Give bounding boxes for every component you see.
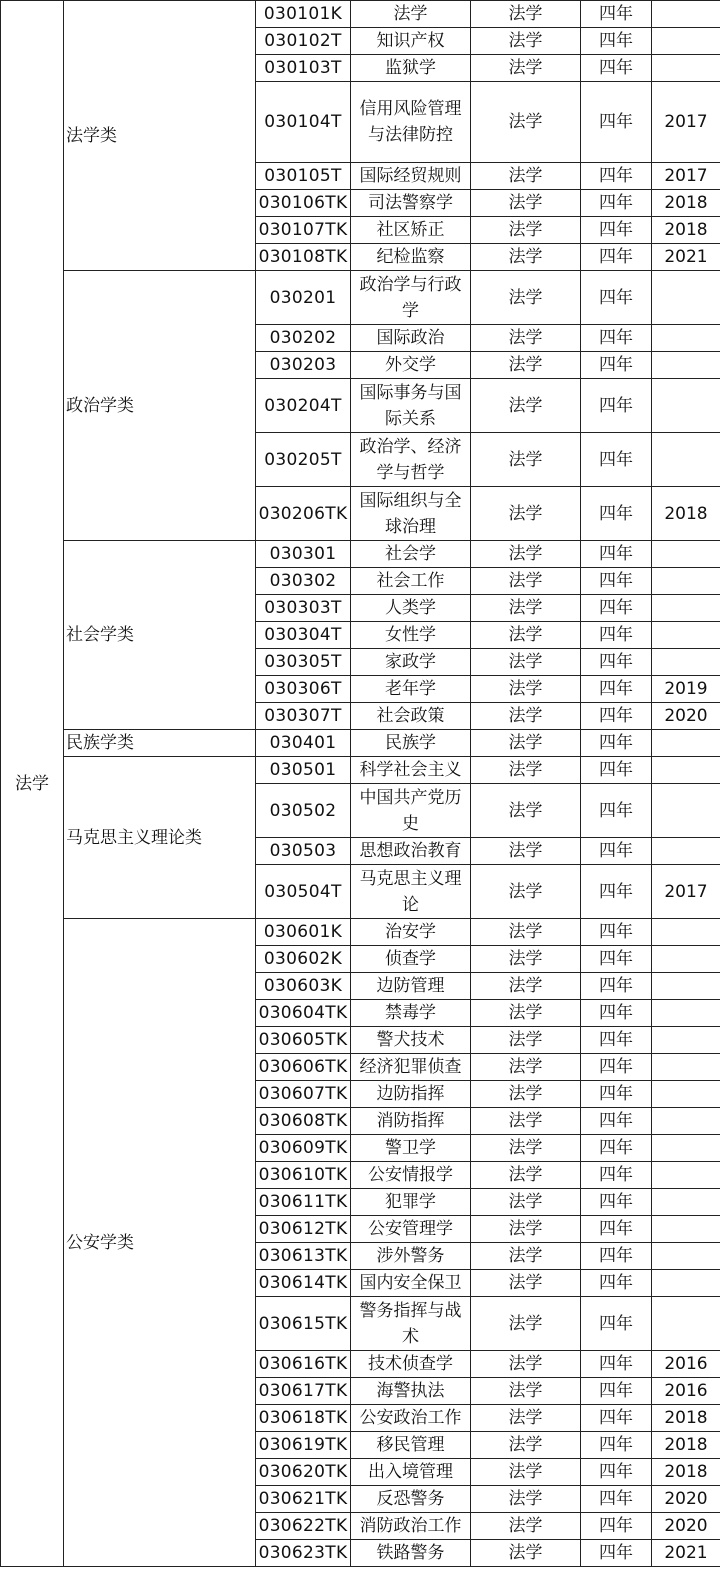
major-code-cell: 030106TK bbox=[256, 190, 351, 217]
duration-cell: 四年 bbox=[581, 1054, 652, 1081]
year-added-cell bbox=[652, 1, 720, 28]
duration-cell: 四年 bbox=[581, 55, 652, 82]
duration-cell: 四年 bbox=[581, 838, 652, 865]
major-name-cell: 国际组织与全球治理 bbox=[351, 487, 471, 541]
year-added-cell bbox=[652, 271, 720, 325]
duration-cell: 四年 bbox=[581, 649, 652, 676]
year-added-cell bbox=[652, 1162, 720, 1189]
duration-cell: 四年 bbox=[581, 1297, 652, 1351]
major-name-cell: 外交学 bbox=[351, 352, 471, 379]
major-name-cell: 司法警察学 bbox=[351, 190, 471, 217]
major-name-cell: 经济犯罪侦查 bbox=[351, 1054, 471, 1081]
year-added-cell bbox=[652, 1081, 720, 1108]
year-added-cell bbox=[652, 946, 720, 973]
major-code-cell: 030201 bbox=[256, 271, 351, 325]
duration-cell: 四年 bbox=[581, 1270, 652, 1297]
year-added-cell bbox=[652, 433, 720, 487]
table-row bbox=[1, 541, 720, 568]
major-name-cell: 女性学 bbox=[351, 622, 471, 649]
major-code-cell: 030614TK bbox=[256, 1270, 351, 1297]
degree-cell: 法学 bbox=[471, 1216, 581, 1243]
major-name-cell: 社会学 bbox=[351, 541, 471, 568]
major-name-cell: 铁路警务 bbox=[351, 1540, 471, 1567]
year-added-cell: 2018 bbox=[652, 217, 720, 244]
majors-table-body bbox=[1, 1, 720, 1567]
year-added-cell: 2020 bbox=[652, 1513, 720, 1540]
major-code-cell: 030305T bbox=[256, 649, 351, 676]
major-name-cell: 法学 bbox=[351, 1, 471, 28]
table-row bbox=[1, 757, 720, 784]
duration-cell: 四年 bbox=[581, 1081, 652, 1108]
major-code-cell: 030105T bbox=[256, 163, 351, 190]
major-code-cell: 030202 bbox=[256, 325, 351, 352]
year-added-cell: 2016 bbox=[652, 1378, 720, 1405]
major-code-cell: 030609TK bbox=[256, 1135, 351, 1162]
major-code-cell: 030615TK bbox=[256, 1297, 351, 1351]
major-name-cell: 社区矫正 bbox=[351, 217, 471, 244]
major-name-cell: 社会工作 bbox=[351, 568, 471, 595]
year-added-cell bbox=[652, 649, 720, 676]
degree-cell: 法学 bbox=[471, 1513, 581, 1540]
degree-cell: 法学 bbox=[471, 595, 581, 622]
degree-cell: 法学 bbox=[471, 730, 581, 757]
degree-cell: 法学 bbox=[471, 352, 581, 379]
degree-cell: 法学 bbox=[471, 244, 581, 271]
year-added-cell bbox=[652, 568, 720, 595]
major-name-cell: 移民管理 bbox=[351, 1432, 471, 1459]
degree-cell: 法学 bbox=[471, 568, 581, 595]
major-name-cell: 中国共产党历史 bbox=[351, 784, 471, 838]
duration-cell: 四年 bbox=[581, 352, 652, 379]
major-code-cell: 030205T bbox=[256, 433, 351, 487]
major-code-cell: 030601K bbox=[256, 919, 351, 946]
major-code-cell: 030204T bbox=[256, 379, 351, 433]
major-name-cell: 警犬技术 bbox=[351, 1027, 471, 1054]
degree-cell: 法学 bbox=[471, 784, 581, 838]
major-name-cell: 犯罪学 bbox=[351, 1189, 471, 1216]
degree-cell: 法学 bbox=[471, 1081, 581, 1108]
year-added-cell bbox=[652, 595, 720, 622]
duration-cell: 四年 bbox=[581, 433, 652, 487]
major-code-cell: 030504T bbox=[256, 865, 351, 919]
degree-cell: 法学 bbox=[471, 1378, 581, 1405]
year-added-cell: 2017 bbox=[652, 82, 720, 163]
duration-cell: 四年 bbox=[581, 1027, 652, 1054]
degree-cell: 法学 bbox=[471, 163, 581, 190]
degree-cell: 法学 bbox=[471, 1000, 581, 1027]
degree-cell: 法学 bbox=[471, 757, 581, 784]
degree-cell: 法学 bbox=[471, 676, 581, 703]
major-code-cell: 030620TK bbox=[256, 1459, 351, 1486]
year-added-cell: 2017 bbox=[652, 865, 720, 919]
year-added-cell: 2016 bbox=[652, 1351, 720, 1378]
duration-cell: 四年 bbox=[581, 676, 652, 703]
degree-cell: 法学 bbox=[471, 703, 581, 730]
major-code-cell: 030104T bbox=[256, 82, 351, 163]
duration-cell: 四年 bbox=[581, 217, 652, 244]
year-added-cell bbox=[652, 838, 720, 865]
duration-cell: 四年 bbox=[581, 1351, 652, 1378]
class-cell: 民族学类 bbox=[64, 730, 256, 757]
table-row bbox=[1, 919, 720, 946]
major-name-cell: 公安政治工作 bbox=[351, 1405, 471, 1432]
major-code-cell: 030608TK bbox=[256, 1108, 351, 1135]
major-code-cell: 030303T bbox=[256, 595, 351, 622]
year-added-cell bbox=[652, 352, 720, 379]
discipline-cell: 法学 bbox=[1, 1, 64, 1567]
year-added-cell bbox=[652, 1270, 720, 1297]
degree-cell: 法学 bbox=[471, 1486, 581, 1513]
year-added-cell: 2021 bbox=[652, 1540, 720, 1567]
duration-cell: 四年 bbox=[581, 1162, 652, 1189]
degree-cell: 法学 bbox=[471, 1, 581, 28]
year-added-cell bbox=[652, 1135, 720, 1162]
major-code-cell: 030302 bbox=[256, 568, 351, 595]
year-added-cell bbox=[652, 730, 720, 757]
major-name-cell: 反恐警务 bbox=[351, 1486, 471, 1513]
major-name-cell: 家政学 bbox=[351, 649, 471, 676]
major-name-cell: 消防指挥 bbox=[351, 1108, 471, 1135]
year-added-cell: 2020 bbox=[652, 1486, 720, 1513]
major-code-cell: 030621TK bbox=[256, 1486, 351, 1513]
year-added-cell bbox=[652, 1054, 720, 1081]
major-code-cell: 030502 bbox=[256, 784, 351, 838]
major-code-cell: 030605TK bbox=[256, 1027, 351, 1054]
degree-cell: 法学 bbox=[471, 1459, 581, 1486]
duration-cell: 四年 bbox=[581, 271, 652, 325]
duration-cell: 四年 bbox=[581, 190, 652, 217]
degree-cell: 法学 bbox=[471, 487, 581, 541]
major-name-cell: 警卫学 bbox=[351, 1135, 471, 1162]
major-name-cell: 老年学 bbox=[351, 676, 471, 703]
degree-cell: 法学 bbox=[471, 1405, 581, 1432]
table-row bbox=[1, 730, 720, 757]
degree-cell: 法学 bbox=[471, 541, 581, 568]
major-name-cell: 国际政治 bbox=[351, 325, 471, 352]
major-code-cell: 030107TK bbox=[256, 217, 351, 244]
duration-cell: 四年 bbox=[581, 1243, 652, 1270]
degree-cell: 法学 bbox=[471, 1351, 581, 1378]
major-name-cell: 信用风险管理与法律防控 bbox=[351, 82, 471, 163]
duration-cell: 四年 bbox=[581, 730, 652, 757]
degree-cell: 法学 bbox=[471, 973, 581, 1000]
duration-cell: 四年 bbox=[581, 622, 652, 649]
major-name-cell: 禁毒学 bbox=[351, 1000, 471, 1027]
major-code-cell: 030102T bbox=[256, 28, 351, 55]
major-code-cell: 030108TK bbox=[256, 244, 351, 271]
class-cell: 政治学类 bbox=[64, 271, 256, 541]
degree-cell: 法学 bbox=[471, 1540, 581, 1567]
duration-cell: 四年 bbox=[581, 865, 652, 919]
year-added-cell bbox=[652, 1000, 720, 1027]
major-name-cell: 消防政治工作 bbox=[351, 1513, 471, 1540]
duration-cell: 四年 bbox=[581, 757, 652, 784]
duration-cell: 四年 bbox=[581, 1459, 652, 1486]
major-name-cell: 技术侦查学 bbox=[351, 1351, 471, 1378]
table-row bbox=[1, 1, 720, 28]
degree-cell: 法学 bbox=[471, 1054, 581, 1081]
degree-cell: 法学 bbox=[471, 1162, 581, 1189]
year-added-cell bbox=[652, 55, 720, 82]
major-name-cell: 纪检监察 bbox=[351, 244, 471, 271]
degree-cell: 法学 bbox=[471, 946, 581, 973]
duration-cell: 四年 bbox=[581, 1432, 652, 1459]
major-code-cell: 030622TK bbox=[256, 1513, 351, 1540]
year-added-cell bbox=[652, 757, 720, 784]
major-name-cell: 国际经贸规则 bbox=[351, 163, 471, 190]
duration-cell: 四年 bbox=[581, 541, 652, 568]
year-added-cell: 2018 bbox=[652, 1459, 720, 1486]
duration-cell: 四年 bbox=[581, 1108, 652, 1135]
major-name-cell: 民族学 bbox=[351, 730, 471, 757]
year-added-cell bbox=[652, 325, 720, 352]
major-code-cell: 030610TK bbox=[256, 1162, 351, 1189]
major-code-cell: 030616TK bbox=[256, 1351, 351, 1378]
duration-cell: 四年 bbox=[581, 325, 652, 352]
duration-cell: 四年 bbox=[581, 1540, 652, 1567]
major-name-cell: 海警执法 bbox=[351, 1378, 471, 1405]
year-added-cell: 2018 bbox=[652, 1432, 720, 1459]
duration-cell: 四年 bbox=[581, 163, 652, 190]
duration-cell: 四年 bbox=[581, 379, 652, 433]
duration-cell: 四年 bbox=[581, 244, 652, 271]
degree-cell: 法学 bbox=[471, 82, 581, 163]
duration-cell: 四年 bbox=[581, 1000, 652, 1027]
degree-cell: 法学 bbox=[471, 1243, 581, 1270]
major-code-cell: 030604TK bbox=[256, 1000, 351, 1027]
degree-cell: 法学 bbox=[471, 271, 581, 325]
major-code-cell: 030619TK bbox=[256, 1432, 351, 1459]
major-code-cell: 030301 bbox=[256, 541, 351, 568]
major-code-cell: 030307T bbox=[256, 703, 351, 730]
major-code-cell: 030611TK bbox=[256, 1189, 351, 1216]
major-name-cell: 公安情报学 bbox=[351, 1162, 471, 1189]
duration-cell: 四年 bbox=[581, 703, 652, 730]
duration-cell: 四年 bbox=[581, 1486, 652, 1513]
major-name-cell: 出入境管理 bbox=[351, 1459, 471, 1486]
major-code-cell: 030206TK bbox=[256, 487, 351, 541]
duration-cell: 四年 bbox=[581, 1378, 652, 1405]
year-added-cell bbox=[652, 622, 720, 649]
degree-cell: 法学 bbox=[471, 622, 581, 649]
year-added-cell: 2018 bbox=[652, 487, 720, 541]
table-row bbox=[1, 271, 720, 325]
major-code-cell: 030101K bbox=[256, 1, 351, 28]
degree-cell: 法学 bbox=[471, 865, 581, 919]
degree-cell: 法学 bbox=[471, 919, 581, 946]
duration-cell: 四年 bbox=[581, 946, 652, 973]
duration-cell: 四年 bbox=[581, 1135, 652, 1162]
major-name-cell: 人类学 bbox=[351, 595, 471, 622]
duration-cell: 四年 bbox=[581, 82, 652, 163]
degree-cell: 法学 bbox=[471, 55, 581, 82]
year-added-cell bbox=[652, 28, 720, 55]
duration-cell: 四年 bbox=[581, 487, 652, 541]
major-code-cell: 030503 bbox=[256, 838, 351, 865]
degree-cell: 法学 bbox=[471, 190, 581, 217]
major-code-cell: 030203 bbox=[256, 352, 351, 379]
major-code-cell: 030602K bbox=[256, 946, 351, 973]
major-code-cell: 030623TK bbox=[256, 1540, 351, 1567]
degree-cell: 法学 bbox=[471, 28, 581, 55]
class-cell: 社会学类 bbox=[64, 541, 256, 730]
degree-cell: 法学 bbox=[471, 1432, 581, 1459]
major-code-cell: 030613TK bbox=[256, 1243, 351, 1270]
year-added-cell: 2018 bbox=[652, 190, 720, 217]
major-name-cell: 监狱学 bbox=[351, 55, 471, 82]
major-code-cell: 030607TK bbox=[256, 1081, 351, 1108]
duration-cell: 四年 bbox=[581, 784, 652, 838]
year-added-cell: 2018 bbox=[652, 1405, 720, 1432]
major-name-cell: 科学社会主义 bbox=[351, 757, 471, 784]
duration-cell: 四年 bbox=[581, 1513, 652, 1540]
major-code-cell: 030618TK bbox=[256, 1405, 351, 1432]
major-name-cell: 国内安全保卫 bbox=[351, 1270, 471, 1297]
major-code-cell: 030617TK bbox=[256, 1378, 351, 1405]
year-added-cell: 2019 bbox=[652, 676, 720, 703]
duration-cell: 四年 bbox=[581, 595, 652, 622]
degree-cell: 法学 bbox=[471, 838, 581, 865]
class-cell: 马克思主义理论类 bbox=[64, 757, 256, 919]
major-name-cell: 政治学与行政学 bbox=[351, 271, 471, 325]
major-name-cell: 思想政治教育 bbox=[351, 838, 471, 865]
year-added-cell bbox=[652, 1297, 720, 1351]
major-code-cell: 030606TK bbox=[256, 1054, 351, 1081]
major-code-cell: 030603K bbox=[256, 973, 351, 1000]
major-name-cell: 社会政策 bbox=[351, 703, 471, 730]
major-name-cell: 国际事务与国际关系 bbox=[351, 379, 471, 433]
year-added-cell bbox=[652, 541, 720, 568]
major-code-cell: 030103T bbox=[256, 55, 351, 82]
major-code-cell: 030501 bbox=[256, 757, 351, 784]
degree-cell: 法学 bbox=[471, 1189, 581, 1216]
degree-cell: 法学 bbox=[471, 1027, 581, 1054]
year-added-cell bbox=[652, 973, 720, 1000]
major-name-cell: 边防管理 bbox=[351, 973, 471, 1000]
year-added-cell bbox=[652, 1027, 720, 1054]
year-added-cell bbox=[652, 1216, 720, 1243]
degree-cell: 法学 bbox=[471, 379, 581, 433]
duration-cell: 四年 bbox=[581, 568, 652, 595]
duration-cell: 四年 bbox=[581, 1189, 652, 1216]
duration-cell: 四年 bbox=[581, 1405, 652, 1432]
degree-cell: 法学 bbox=[471, 217, 581, 244]
year-added-cell bbox=[652, 1189, 720, 1216]
year-added-cell bbox=[652, 784, 720, 838]
major-code-cell: 030612TK bbox=[256, 1216, 351, 1243]
degree-cell: 法学 bbox=[471, 1297, 581, 1351]
duration-cell: 四年 bbox=[581, 28, 652, 55]
major-name-cell: 治安学 bbox=[351, 919, 471, 946]
degree-cell: 法学 bbox=[471, 1108, 581, 1135]
class-cell: 公安学类 bbox=[64, 919, 256, 1567]
year-added-cell: 2020 bbox=[652, 703, 720, 730]
class-cell: 法学类 bbox=[64, 1, 256, 271]
major-code-cell: 030304T bbox=[256, 622, 351, 649]
year-added-cell bbox=[652, 919, 720, 946]
year-added-cell bbox=[652, 1108, 720, 1135]
year-added-cell: 2017 bbox=[652, 163, 720, 190]
major-code-cell: 030306T bbox=[256, 676, 351, 703]
degree-cell: 法学 bbox=[471, 325, 581, 352]
major-code-cell: 030401 bbox=[256, 730, 351, 757]
year-added-cell bbox=[652, 379, 720, 433]
major-name-cell: 涉外警务 bbox=[351, 1243, 471, 1270]
duration-cell: 四年 bbox=[581, 1216, 652, 1243]
degree-cell: 法学 bbox=[471, 433, 581, 487]
degree-cell: 法学 bbox=[471, 1270, 581, 1297]
major-name-cell: 边防指挥 bbox=[351, 1081, 471, 1108]
major-name-cell: 公安管理学 bbox=[351, 1216, 471, 1243]
degree-cell: 法学 bbox=[471, 649, 581, 676]
major-name-cell: 侦查学 bbox=[351, 946, 471, 973]
year-added-cell bbox=[652, 1243, 720, 1270]
duration-cell: 四年 bbox=[581, 973, 652, 1000]
duration-cell: 四年 bbox=[581, 1, 652, 28]
major-name-cell: 警务指挥与战术 bbox=[351, 1297, 471, 1351]
major-name-cell: 知识产权 bbox=[351, 28, 471, 55]
major-name-cell: 政治学、经济学与哲学 bbox=[351, 433, 471, 487]
major-name-cell: 马克思主义理论 bbox=[351, 865, 471, 919]
degree-cell: 法学 bbox=[471, 1135, 581, 1162]
duration-cell: 四年 bbox=[581, 919, 652, 946]
year-added-cell: 2021 bbox=[652, 244, 720, 271]
